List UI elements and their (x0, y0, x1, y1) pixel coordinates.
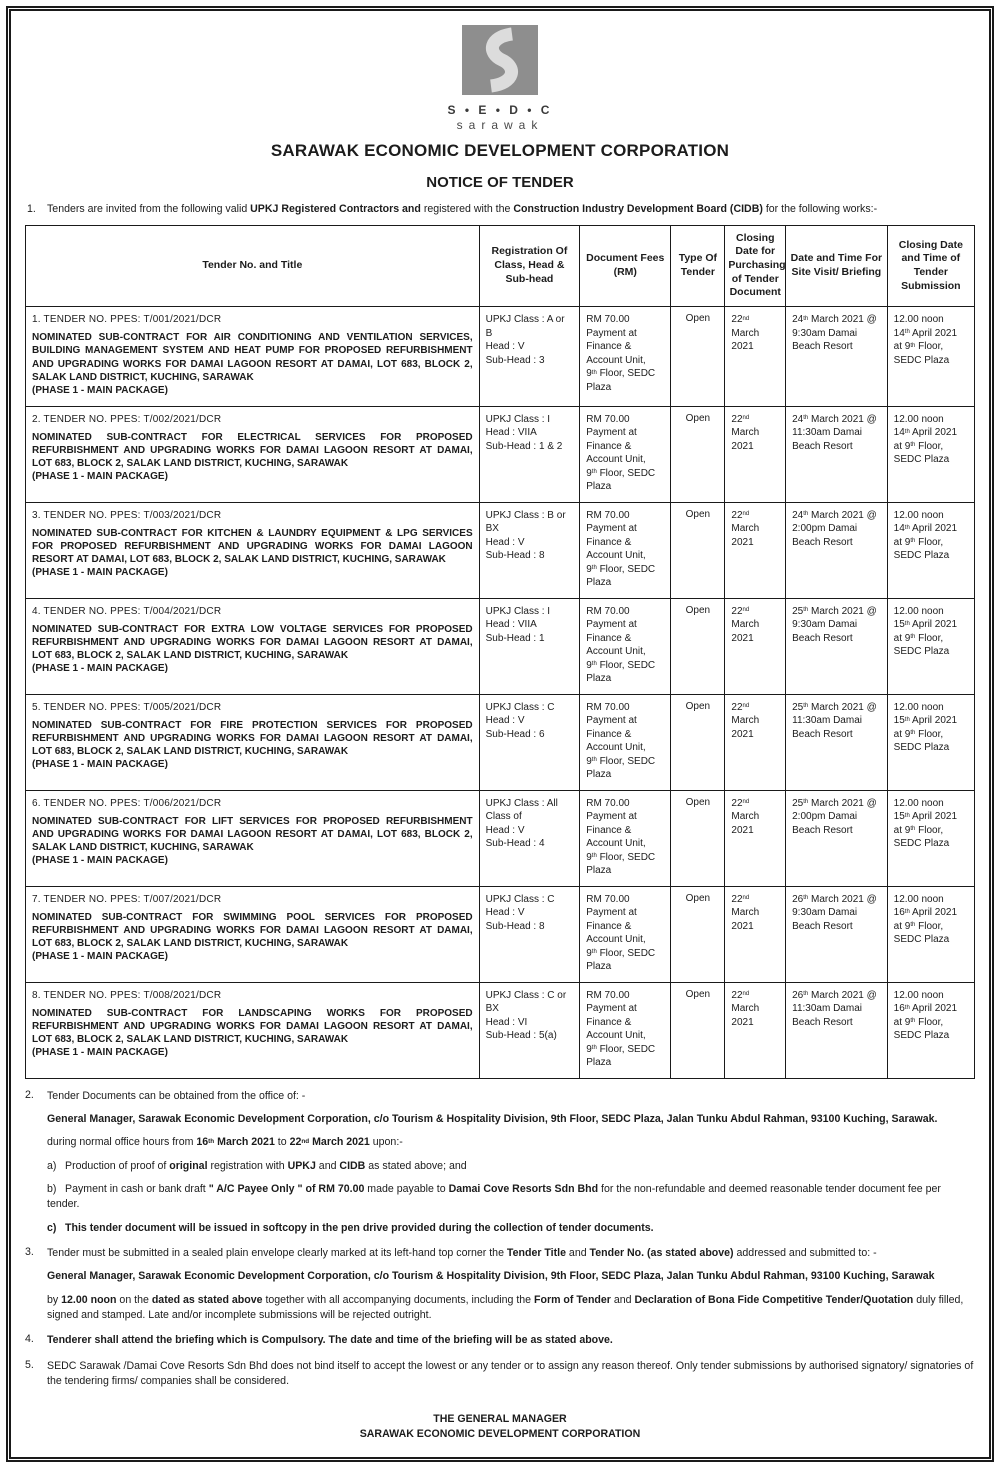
tender-type: Open (685, 604, 711, 616)
col-header-closing-submission: Closing Date and Time of Tender Submission (887, 225, 974, 306)
text-segment: dated as stated above (151, 1293, 263, 1306)
notice-page (6, 6, 994, 1462)
tender-title-cell (26, 694, 480, 790)
table-row (26, 982, 975, 1078)
cell-line: Head : VI (485, 1016, 528, 1028)
tender-type-cell (671, 694, 725, 790)
document-fees-cell (580, 502, 671, 598)
tender-phase: (PHASE 1 - MAIN PACKAGE) (32, 567, 168, 579)
cell-line: UPKJ Class : C (485, 701, 555, 713)
note-number: 4. (25, 1333, 34, 1346)
table-row (26, 886, 975, 982)
cell-line: Payment at Finance & Account Unit, (586, 715, 646, 754)
text-segment: on the (116, 1293, 152, 1306)
text-segment: Tender No. (as stated above) (589, 1247, 734, 1260)
note-line (47, 1182, 975, 1213)
tender-number: 4. TENDER NO. PPES: T/004/2021/DCR (32, 605, 222, 617)
note-body (47, 1246, 975, 1331)
cell-line: UPKJ Class : A or B (485, 314, 565, 339)
cell-line: UPKJ Class : C or BX (485, 989, 567, 1015)
note-subitem-label: b) (47, 1182, 57, 1195)
closing-purchase-cell (725, 790, 786, 886)
text-segment: 22nd March 2021 (289, 1136, 370, 1149)
cell-line: 16th April 2021 at 9th Floor, SEDC Plaza (893, 1003, 958, 1042)
closing-purchase-cell (725, 406, 786, 502)
site-visit-cell (786, 790, 888, 886)
tender-type: Open (685, 508, 711, 520)
text-segment: General Manager, Sarawak Economic Development Corporation, c/o Tourism & Hospitality Division, 9th Floor, SEDC Plaza, Jalan Tunku Abdul Rahman, 93100 Kuching, Sarawak. (47, 1112, 938, 1125)
text-segment: CIDB (339, 1159, 366, 1172)
site-visit-cell (786, 598, 888, 694)
registration-cell (479, 502, 580, 598)
text-segment: to (274, 1136, 290, 1149)
cell-line: Head : V (485, 907, 525, 919)
tender-table-body (26, 307, 975, 1078)
note-number: 3. (25, 1246, 34, 1259)
header-row (26, 225, 975, 306)
cell-line: Payment at Finance & Account Unit, (586, 1003, 646, 1042)
tender-description: NOMINATED SUB-CONTRACT FOR EXTRA LOW VOLTAGE SERVICES FOR PROPOSED REFURBISHMENT AND UPGRADING WORKS FOR DAMAI LAGOON RESORT AT DAMAI, LOT 683, BLOCK 2, SALAK LAND DISTRICT, KUCHING, SARAWAK (32, 623, 473, 662)
registration-cell (479, 307, 580, 406)
document-fees-cell (580, 886, 671, 982)
text-segment: Construction Industry Development Board (CIDB) (513, 203, 763, 215)
text-segment: Payment in cash or bank draft (65, 1182, 209, 1195)
tender-type: Open (685, 412, 711, 424)
cell-line: UPKJ Class : I (485, 413, 551, 425)
cell-line: RM 70.00 (586, 701, 630, 713)
footer-signature (25, 1412, 975, 1444)
closing-submission-cell (887, 790, 974, 886)
closing-purchase-date: 22nd March 2021 (731, 989, 760, 1028)
closing-submission-cell (887, 694, 974, 790)
closing-purchase-date: 22nd March 2021 (731, 893, 760, 932)
site-visit-cell (786, 502, 888, 598)
text-segment: Production of proof of (65, 1159, 170, 1172)
document-fees-cell (580, 406, 671, 502)
note-body (47, 1333, 975, 1356)
cell-line: 16th April 2021 at 9th Floor, SEDC Plaza (893, 907, 958, 946)
cell-line: 12.00 noon (893, 893, 944, 905)
tender-number: 7. TENDER NO. PPES: T/007/2021/DCR (32, 893, 222, 905)
cell-line: Head : V (485, 536, 525, 548)
closing-purchase-date: 22nd March 2021 (731, 314, 760, 353)
tender-description: NOMINATED SUB-CONTRACT FOR LIFT SERVICES FOR PROPOSED REFURBISHMENT AND UPGRADING WORKS FOR DAMAI LAGOON RESORT AT DAMAI, LOT 683, BLOCK 2, SALAK LAND DISTRICT, KUCHING, SARAWAK (32, 815, 473, 854)
text-segment: registration with (207, 1159, 288, 1172)
intro-paragraph (27, 202, 973, 217)
note-line (47, 1135, 975, 1150)
note-text (65, 1160, 467, 1172)
notes-list (25, 1089, 975, 1398)
text-segment: made payable to (364, 1182, 449, 1195)
note-text (47, 1090, 305, 1102)
cell-line: RM 70.00 (586, 314, 630, 326)
intro-text (47, 202, 877, 217)
closing-purchase-date: 22nd March 2021 (731, 797, 760, 836)
closing-purchase-date: 22nd March 2021 (731, 605, 760, 644)
text-segment: Tender Documents can be obtained from the office of: - (47, 1089, 306, 1102)
registration-cell (479, 886, 580, 982)
cell-line: 12.00 noon (893, 605, 944, 617)
tender-type: Open (685, 892, 711, 904)
cell-line: Head : VIIA (485, 619, 537, 631)
cell-line: Sub-Head : 3 (485, 354, 545, 366)
closing-purchase-cell (725, 982, 786, 1078)
cell-line: Payment at Finance & Account Unit, (586, 811, 646, 850)
text-segment: for the non-refundable and deemed reasonable tender document fee per tender. (47, 1182, 941, 1211)
tender-description: NOMINATED SUB-CONTRACT FOR ELECTRICAL SERVICES FOR PROPOSED REFURBISHMENT AND UPGRADING WORKS FOR DAMAI LAGOON RESORT AT DAMAI, LOT 683, BLOCK 2, SALAK LAND DISTRICT, KUCHING, SARAWAK (32, 431, 473, 470)
text-segment: and (565, 1247, 590, 1260)
footer-line2: SARAWAK ECONOMIC DEVELOPMENT CORPORATION (359, 1428, 641, 1441)
tender-type: Open (685, 796, 711, 808)
closing-submission-cell (887, 502, 974, 598)
logo-acronym: S • E • D • C (447, 103, 553, 117)
text-segment: This tender document will be issued in softcopy in the pen drive provided during the collection of tender documents. (65, 1221, 654, 1234)
text-segment: 12.00 noon (61, 1293, 117, 1306)
document-fees-cell (580, 307, 671, 406)
closing-submission-cell (887, 307, 974, 406)
note-text (47, 1183, 941, 1210)
logo-block (25, 25, 975, 132)
text-segment: Damai Cove Resorts Sdn Bhd (448, 1182, 599, 1195)
tender-number: 6. TENDER NO. PPES: T/006/2021/DCR (32, 797, 222, 809)
note-item (25, 1333, 975, 1356)
text-segment: together with all accompanying documents, including the (262, 1293, 534, 1306)
cell-line: UPKJ Class : All Class of (485, 797, 558, 823)
site-visit-datetime: 24th March 2021 @ 11:30am Damai Beach Resort (792, 413, 877, 452)
tender-number: 1. TENDER NO. PPES: T/001/2021/DCR (32, 314, 222, 326)
cell-line: 12.00 noon (893, 413, 944, 425)
closing-purchase-date: 22nd March 2021 (731, 509, 760, 548)
note-text (47, 1247, 877, 1259)
cell-line: 14th April 2021 at 9th Floor, SEDC Plaza (893, 327, 958, 366)
text-segment: original (169, 1159, 208, 1172)
tender-description: NOMINATED SUB-CONTRACT FOR KITCHEN & LAUNDRY EQUIPMENT & LPG SERVICES FOR PROPOSED REFURBISHMENT AND UPGRADING WORKS FOR DAMAI LAGOON RESORT AT DAMAI, LOT 683, BLOCK 2, SALAK LAND DISTRICT, KUCHING, SARAWAK (32, 527, 473, 566)
site-visit-cell (786, 982, 888, 1078)
text-segment: UPKJ (287, 1159, 316, 1172)
closing-purchase-cell (725, 886, 786, 982)
registration-cell (479, 982, 580, 1078)
tender-phase: (PHASE 1 - MAIN PACKAGE) (32, 951, 168, 963)
tender-type-cell (671, 982, 725, 1078)
cell-line: RM 70.00 (586, 989, 630, 1001)
cell-line: Sub-Head : 6 (485, 728, 545, 740)
cell-line: Head : V (485, 341, 525, 353)
text-segment: for the following works:- (762, 203, 878, 215)
text-segment: " A/C Payee Only " of RM 70.00 (208, 1182, 365, 1195)
closing-purchase-cell (725, 694, 786, 790)
table-row (26, 790, 975, 886)
text-segment: UPKJ Registered Contractors and (250, 203, 421, 215)
text-segment: Tender must be submitted in a sealed plain envelope clearly marked at its left-hand top corner the (47, 1247, 507, 1260)
cell-line: 12.00 noon (893, 509, 944, 521)
tender-phase: (PHASE 1 - MAIN PACKAGE) (32, 471, 168, 483)
text-segment: Tenders are invited from the following valid (47, 203, 251, 215)
text-segment: registered with the (420, 203, 514, 215)
text-segment: during normal office hours from (47, 1136, 197, 1149)
cell-line: Sub-Head : 8 (485, 920, 545, 932)
tender-title-cell (26, 502, 480, 598)
cell-line: Payment at Finance & Account Unit, (586, 327, 646, 366)
document-fees-cell (580, 598, 671, 694)
cell-line: 9th Floor, SEDC Plaza (586, 368, 656, 393)
logo-region: sarawak (456, 118, 544, 132)
note-body (47, 1359, 975, 1398)
col-header-closing-purchase: Closing Date for Purchasing of Tender Document (725, 225, 786, 306)
closing-purchase-cell (725, 598, 786, 694)
note-text (65, 1222, 654, 1234)
note-text (47, 1136, 403, 1148)
note-body (47, 1089, 975, 1245)
cell-line: 14th April 2021 at 9th Floor, SEDC Plaza (893, 427, 958, 466)
text-segment: Tender Title (506, 1247, 566, 1260)
text-segment: as stated above; and (365, 1159, 467, 1172)
tender-title-cell (26, 790, 480, 886)
intro-number: 1. (27, 203, 36, 215)
note-text (47, 1334, 613, 1346)
cell-line: UPKJ Class : B or BX (485, 509, 566, 535)
cell-line: 12.00 noon (893, 797, 944, 809)
tender-number: 5. TENDER NO. PPES: T/005/2021/DCR (32, 701, 222, 713)
tender-type-cell (671, 502, 725, 598)
note-number: 5. (25, 1358, 34, 1371)
registration-cell (479, 694, 580, 790)
text-segment: Declaration of Bona Fide Competitive Tender/Quotation (634, 1293, 914, 1306)
note-line (47, 1089, 975, 1104)
cell-line: 15th April 2021 at 9th Floor, SEDC Plaza (893, 619, 958, 658)
sedc-logo-icon (462, 25, 538, 95)
cell-line: Payment at Finance & Account Unit, (586, 427, 646, 466)
cell-line: RM 70.00 (586, 413, 630, 425)
cell-line: 12.00 noon (893, 701, 944, 713)
site-visit-datetime: 24th March 2021 @ 2:00pm Damai Beach Resort (792, 509, 877, 548)
tender-phase: (PHASE 1 - MAIN PACKAGE) (32, 759, 168, 771)
tender-title-cell (26, 406, 480, 502)
text-segment: by (47, 1293, 62, 1306)
cell-line: UPKJ Class : C (485, 893, 555, 905)
note-text (47, 1360, 973, 1387)
note-line (47, 1269, 975, 1284)
table-row (26, 406, 975, 502)
note-line (47, 1221, 975, 1236)
note-subitem-label: c) (47, 1221, 57, 1234)
closing-submission-cell (887, 982, 974, 1078)
notice-title: NOTICE OF TENDER (426, 174, 574, 191)
note-line (47, 1112, 975, 1127)
tender-phase: (PHASE 1 - MAIN PACKAGE) (32, 1047, 168, 1059)
cell-line: RM 70.00 (586, 797, 630, 809)
cell-line: 15th April 2021 at 9th Floor, SEDC Plaza (893, 811, 958, 850)
tender-type: Open (685, 313, 711, 325)
note-item (25, 1089, 975, 1245)
tender-description: NOMINATED SUB-CONTRACT FOR FIRE PROTECTION SERVICES FOR PROPOSED REFURBISHMENT AND UPGRADING WORKS FOR DAMAI LAGOON RESORT AT DAMAI, LOT 683, BLOCK 2, SALAK LAND DISTRICT, KUCHING, SARAWAK (32, 719, 473, 758)
site-visit-cell (786, 307, 888, 406)
cell-line: 9th Floor, SEDC Plaza (586, 1043, 656, 1069)
closing-submission-cell (887, 406, 974, 502)
tender-description: NOMINATED SUB-CONTRACT FOR LANDSCAPING WORKS FOR PROPOSED REFURBISHMENT AND UPGRADING WORKS FOR DAMAI LAGOON RESORT AT DAMAI, LOT 683, BLOCK 2, SALAK LAND DISTRICT, KUCHING, SARAWAK (32, 1007, 473, 1046)
tender-type-cell (671, 886, 725, 982)
text-segment: and (315, 1159, 340, 1172)
cell-line: RM 70.00 (586, 605, 630, 617)
note-line (47, 1333, 975, 1348)
note-text (47, 1294, 963, 1321)
note-line (47, 1293, 975, 1324)
cell-line: RM 70.00 (586, 509, 630, 521)
tender-table (25, 225, 975, 1079)
tender-title-cell (26, 307, 480, 406)
cell-line: Sub-Head : 8 (485, 550, 545, 562)
cell-line: 9th Floor, SEDC Plaza (586, 563, 656, 589)
note-line (47, 1359, 975, 1390)
col-header-tender-no-title: Tender No. and Title (26, 225, 480, 306)
closing-submission-cell (887, 886, 974, 982)
text-segment: 16th March 2021 (196, 1136, 275, 1149)
closing-purchase-date: 22nd March 2021 (731, 701, 760, 740)
tender-phase: (PHASE 1 - MAIN PACKAGE) (32, 855, 168, 867)
cell-line: 9th Floor, SEDC Plaza (586, 659, 656, 685)
footer-line1: THE GENERAL MANAGER (433, 1412, 567, 1425)
tender-phase: (PHASE 1 - MAIN PACKAGE) (32, 663, 168, 675)
cell-line: 12.00 noon (893, 314, 944, 326)
table-row (26, 502, 975, 598)
tender-type-cell (671, 406, 725, 502)
cell-line: Head : VIIA (485, 427, 537, 439)
cell-line: 9th Floor, SEDC Plaza (586, 851, 656, 877)
cell-line: Head : V (485, 824, 525, 836)
tender-type-cell (671, 790, 725, 886)
tender-type: Open (685, 700, 711, 712)
note-text (47, 1113, 937, 1125)
registration-cell (479, 790, 580, 886)
table-row (26, 694, 975, 790)
cell-line: 12.00 noon (893, 989, 944, 1001)
tender-description: NOMINATED SUB-CONTRACT FOR AIR CONDITIONING AND VENTILATION SERVICES, BUILDING MANAGEMENT SYSTEM AND HEAT PUMP FOR PROPOSED REFURBISHMENT AND UPGRADING WORKS FOR DAMAI LAGOON RESORT AT DAMAI, LOT 683, BLOCK 2, SALAK LAND DISTRICT, KUCHING, SARAWAK (32, 332, 473, 383)
note-text (47, 1270, 935, 1282)
tender-description: NOMINATED SUB-CONTRACT FOR SWIMMING POOL SERVICES FOR PROPOSED REFURBISHMENT AND UPGRADING WORKS FOR DAMAI LAGOON RESORT AT DAMAI, LOT 683, BLOCK 2, SALAK LAND DISTRICT, KUCHING, SARAWAK (32, 911, 473, 950)
note-number: 2. (25, 1088, 34, 1101)
tender-number: 8. TENDER NO. PPES: T/008/2021/DCR (32, 989, 222, 1001)
closing-purchase-date: 22nd March 2021 (731, 413, 760, 452)
col-header-document-fees: Document Fees (RM) (580, 225, 671, 306)
cell-line: Sub-Head : 4 (485, 838, 545, 850)
col-header-registration: Registration Of Class, Head & Sub-head (479, 225, 580, 306)
site-visit-datetime: 25th March 2021 @ 11:30am Damai Beach Resort (792, 701, 877, 740)
note-subitem-label: a) (47, 1159, 57, 1172)
table-row (26, 307, 975, 406)
document-fees-cell (580, 790, 671, 886)
cell-line: 15th April 2021 at 9th Floor, SEDC Plaza (893, 715, 958, 754)
cell-line: 9th Floor, SEDC Plaza (586, 755, 656, 781)
cell-line: 9th Floor, SEDC Plaza (586, 947, 656, 973)
site-visit-cell (786, 886, 888, 982)
note-line (47, 1246, 975, 1261)
col-header-type: Type Of Tender (671, 225, 725, 306)
tender-type-cell (671, 598, 725, 694)
document-fees-cell (580, 694, 671, 790)
text-segment: and (610, 1293, 635, 1306)
org-title: SARAWAK ECONOMIC DEVELOPMENT CORPORATION (270, 141, 730, 160)
cell-line: UPKJ Class : I (485, 605, 551, 617)
cell-line: Sub-Head : 1 & 2 (485, 440, 563, 452)
site-visit-datetime: 24th March 2021 @ 9:30am Damai Beach Resort (792, 314, 877, 353)
tender-title-cell (26, 982, 480, 1078)
text-segment: addressed and submitted to: - (733, 1247, 877, 1260)
site-visit-datetime: 25th March 2021 @ 2:00pm Damai Beach Resort (792, 797, 877, 836)
closing-purchase-cell (725, 502, 786, 598)
registration-cell (479, 406, 580, 502)
closing-purchase-cell (725, 307, 786, 406)
note-line (47, 1159, 975, 1174)
tender-title-cell (26, 598, 480, 694)
tender-title-cell (26, 886, 480, 982)
tender-number: 2. TENDER NO. PPES: T/002/2021/DCR (32, 413, 222, 425)
site-visit-cell (786, 694, 888, 790)
site-visit-cell (786, 406, 888, 502)
text-segment: SEDC Sarawak /Damai Cove Resorts Sdn Bhd does not bind itself to accept the lowest or any tender or to assign any reason thereof. Only tender submissions by authorised signatory/ signatories of the tendering firms/ companies shall be considered. (47, 1359, 974, 1388)
cell-line: Sub-Head : 1 (485, 632, 545, 644)
cell-line: 9th Floor, SEDC Plaza (586, 467, 656, 493)
tender-type-cell (671, 307, 725, 406)
text-segment: General Manager, Sarawak Economic Development Corporation, c/o Tourism & Hospitality Division, 9th Floor, SEDC Plaza, Jalan Tunku Abdul Rahman, 93100 Kuching, Sarawak (47, 1270, 935, 1283)
cell-line: Head : V (485, 715, 525, 727)
col-header-site-visit: Date and Time For Site Visit/ Briefing (786, 225, 888, 306)
tender-table-header (26, 225, 975, 306)
tender-type: Open (685, 988, 711, 1000)
cell-line: RM 70.00 (586, 893, 630, 905)
site-visit-datetime: 25th March 2021 @ 9:30am Damai Beach Resort (792, 605, 877, 644)
text-segment: Tenderer shall attend the briefing which is Compulsory. The date and time of the briefing will be as stated above. (47, 1334, 613, 1347)
table-row (26, 598, 975, 694)
note-item (25, 1359, 975, 1398)
closing-submission-cell (887, 598, 974, 694)
note-item (25, 1246, 975, 1331)
site-visit-datetime: 26th March 2021 @ 9:30am Damai Beach Resort (792, 893, 877, 932)
tender-number: 3. TENDER NO. PPES: T/003/2021/DCR (32, 509, 222, 521)
tender-phase: (PHASE 1 - MAIN PACKAGE) (32, 385, 168, 397)
cell-line: Sub-Head : 5(a) (485, 1030, 557, 1042)
registration-cell (479, 598, 580, 694)
cell-line: Payment at Finance & Account Unit, (586, 907, 646, 946)
text-segment: Form of Tender (534, 1293, 611, 1306)
text-segment: duly filled, signed and stamped. Late and/or incomplete submissions will be rejected outright. (47, 1293, 964, 1322)
cell-line: Payment at Finance & Account Unit, (586, 523, 646, 562)
document-fees-cell (580, 982, 671, 1078)
cell-line: 14th April 2021 at 9th Floor, SEDC Plaza (893, 523, 958, 562)
cell-line: Payment at Finance & Account Unit, (586, 619, 646, 658)
site-visit-datetime: 26th March 2021 @ 11:30am Damai Beach Resort (792, 989, 877, 1028)
text-segment: upon:- (369, 1136, 403, 1149)
